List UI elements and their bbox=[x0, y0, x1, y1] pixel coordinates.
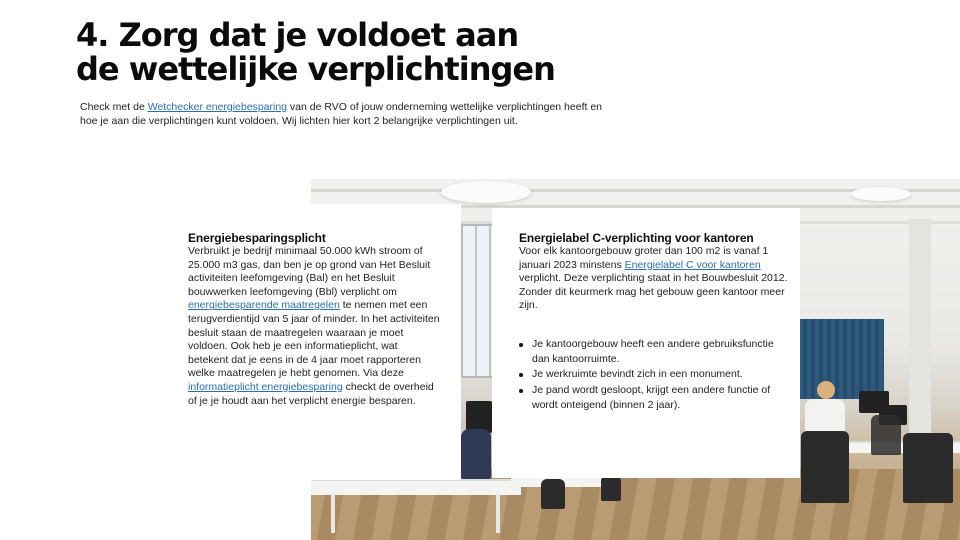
office-worker-head bbox=[817, 381, 835, 399]
list-item bbox=[519, 383, 789, 413]
intro-text-end: van de RVO of jouw onderneming wettelijke verplichtingen heeft en hoe je aan die verplichtingen kunt voldoen. Wij lichten hier kort 2 belangrijke verplichtingen uit. bbox=[80, 101, 603, 127]
office-chair bbox=[601, 475, 621, 501]
title-line-1: 4. Zorg dat je voldoet aan bbox=[76, 16, 519, 54]
intro-text-start: Check met de bbox=[80, 101, 148, 113]
bullet-icon bbox=[519, 389, 523, 393]
office-chair bbox=[801, 431, 849, 503]
list-item bbox=[519, 337, 789, 367]
wetchecker-link[interactable]: Wetchecker energiebesparing bbox=[147, 101, 288, 113]
desk-leg bbox=[331, 493, 335, 533]
list-item bbox=[519, 367, 789, 382]
energy-saving-measures-link[interactable]: energiebesparende maatregelen bbox=[188, 299, 340, 312]
energy-saving-obligation-card bbox=[165, 204, 461, 480]
ceiling-lamp bbox=[851, 187, 911, 201]
information-obligation-link[interactable]: informatieplicht energiebesparing bbox=[188, 380, 343, 393]
page-title bbox=[76, 18, 555, 86]
exceptions-list bbox=[519, 337, 789, 413]
bullet-icon bbox=[519, 343, 523, 347]
bullet-icon bbox=[519, 373, 523, 377]
energy-label-card bbox=[492, 208, 800, 478]
intro-paragraph bbox=[80, 101, 620, 128]
energy-saving-heading: Energiebesparingsplicht bbox=[188, 231, 326, 245]
office-chair bbox=[871, 415, 901, 455]
ceiling-lamp bbox=[441, 181, 531, 203]
energy-label-heading: Energielabel C-verplichting voor kantoren bbox=[519, 231, 754, 245]
desk-leg bbox=[496, 493, 500, 533]
energy-saving-text-part-2: te nemen met een terugverdientijd van 5 jaar of minder. In het activiteiten besluit staan de maatregelen waaraan je moet voldoen. Ook heb je een informatieplicht, wat betekent dat je eens in de 4 jaar moet rapporteren welke maatregelen je hebt genomen. Via deze bbox=[188, 299, 440, 380]
energy-label-text bbox=[519, 245, 789, 313]
office-curtain bbox=[799, 319, 884, 399]
title-line-2: de wettelijke verplichtingen bbox=[76, 50, 555, 88]
office-worker bbox=[461, 429, 491, 479]
list-item-text: Je pand wordt gesloopt, krijgt een andere functie of wordt onteigend (binnen 2 jaar). bbox=[532, 383, 771, 411]
office-desk bbox=[311, 479, 521, 495]
energy-label-text-part-1: Voor elk kantoorgebouw groter dan 100 m2 is vanaf 1 januari 2023 minstens bbox=[519, 245, 769, 271]
list-item-text: Je kantoorgebouw heeft een andere gebruiksfunctie dan kantoorruimte. bbox=[532, 337, 774, 366]
office-pillar bbox=[909, 219, 931, 439]
energy-saving-text bbox=[188, 245, 440, 408]
energy-saving-text-part-1: Verbruikt je bedrijf minimaal 50.000 kWh stroom of 25.000 m3 gas, dan ben je op grond van Het Besluit activiteiten leefomgeving (Bal) en het Besluit bouwwerken leefomgeving (Bbl) verplicht om bbox=[188, 245, 431, 298]
office-chair bbox=[903, 433, 953, 503]
list-item-text: Je werkruimte bevindt zich in een monument. bbox=[532, 368, 743, 381]
office-chair bbox=[541, 479, 565, 509]
energy-label-text-part-2: verplicht. Deze verplichting staat in het Bouwbesluit 2012. Zonder dit keurmerk mag het gebouw geen kantoor meer zijn. bbox=[519, 272, 788, 312]
energy-label-c-link[interactable]: Energielabel C voor kantoren bbox=[624, 258, 761, 271]
energy-saving-text-part-3: checkt de overheid of je je houdt aan het verplicht energie besparen. bbox=[188, 380, 434, 407]
